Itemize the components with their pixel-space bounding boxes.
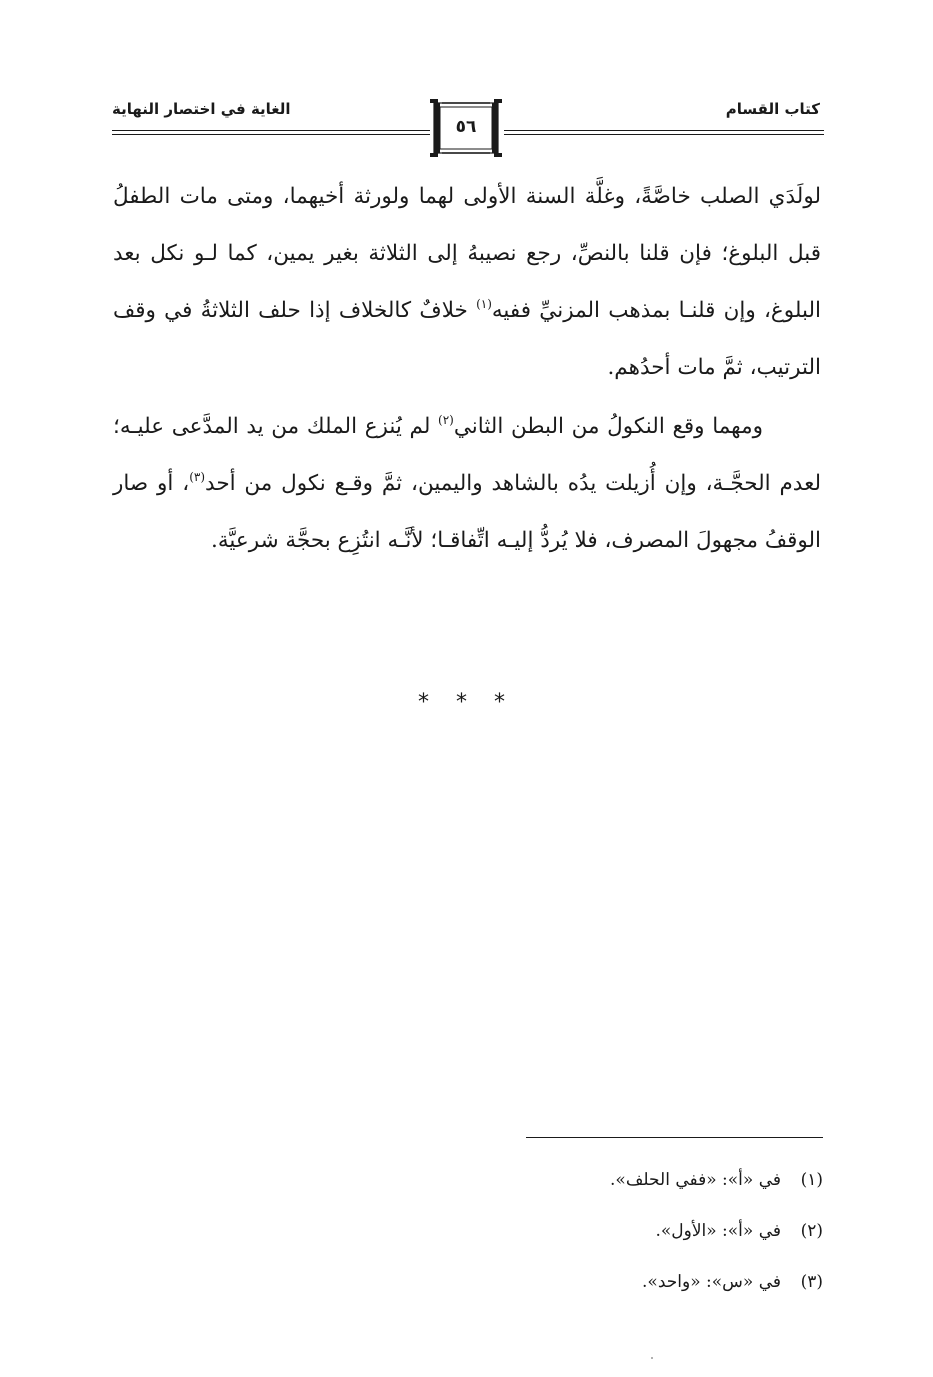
paragraph-1 [113,168,821,396]
header-rule-left-double [112,134,430,135]
footnote-item [323,1155,823,1206]
paragraph-1-text-b: خلافٌ كالخلاف إذا حلف الثلاثةُ في وقف الترتيب، ثمَّ مات أحدُهم. [113,298,821,380]
footnote-ref-1: (١) [476,297,492,311]
footnote-rule [526,1137,823,1138]
footnote-item [323,1206,823,1257]
footnotes [323,1155,823,1308]
header-rule-left [112,130,430,131]
paragraph-2-text-b: لم يُنزع الملك من يد المدَّعى عليـه؛ لعدم الحجَّـة، وإن أُزيلت يدُه بالشاهد واليمين، ثمَّ وقـع نكول من أحد [113,414,822,496]
header-rule-right-double [504,134,824,135]
footnote-item [323,1257,823,1308]
footnote-number: (١) [800,1170,823,1190]
page-number: ٥٦ [455,117,477,137]
main-text [113,168,821,569]
paragraph-2 [113,398,821,569]
footnote-text: في «س»: «واحد». [642,1272,781,1292]
footnote-number: (٣) [800,1272,823,1292]
header-rule-right [504,130,824,131]
footnote-text: في «أ»: «ففي الحلف». [610,1170,781,1190]
paragraph-1-text-a: لولَدَي الصلب خاصَّةً، وغلَّة السنة الأولى لهما ولورثة أخيهما، ومتى مات الطفلُ قبل البلوغ؛ فإن قلنا بالنصِّ، رجع نصيبهُ إلى الثلاثة بغير يمين، كما لـو نكل بعد البلوغ، وإن قلنـا بمذهب المزنيِّ ففيه [113,184,821,323]
book-title: كتاب القسام [725,100,820,118]
section-separator: * * * [418,690,515,715]
page-number-frame [430,99,502,157]
paragraph-2-text-a: ومهما وقع النكولُ من البطن الثاني [453,414,763,439]
footnote-text: في «أ»: «الأول». [655,1221,781,1241]
work-title: الغاية في اختصار النهاية [112,100,291,118]
paragraph-2-text-c: ، أو صار الوقفُ مجهولَ المصرف، فلا يُردُّ إليـه اتِّفاقـا؛ لأنَّـه انتُزِع بحجَّة شرعيَّة. [113,471,821,553]
scan-speck [651,1357,653,1359]
footnote-ref-2: (٢) [438,413,454,427]
footnote-number: (٢) [800,1221,823,1241]
footnote-ref-3: (٣) [189,470,206,484]
